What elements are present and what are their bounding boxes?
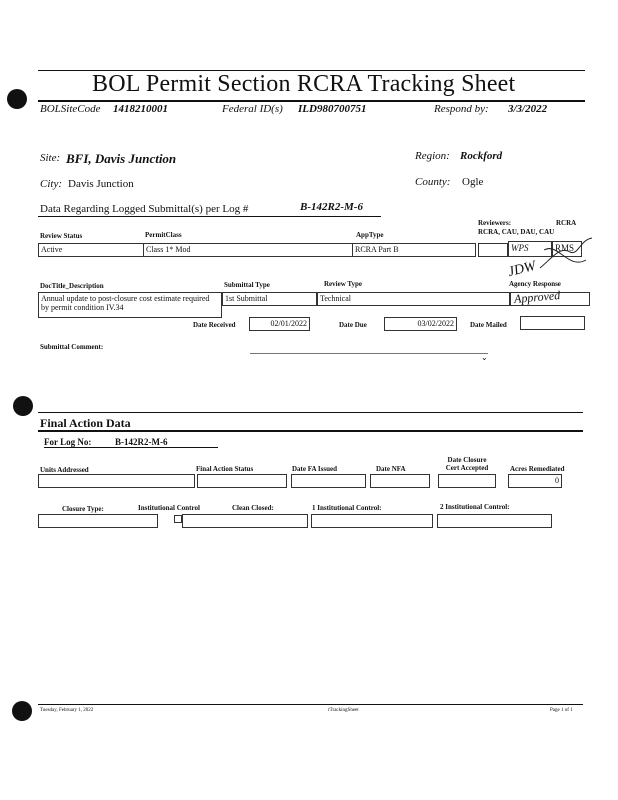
site-code-value: 1418210001 [113, 103, 168, 115]
app-type-field[interactable] [352, 243, 476, 257]
review-type-label: Review Type [324, 280, 363, 288]
submittal-heading: Data Regarding Logged Submittal(s) per Log # [40, 203, 249, 215]
reviewers-columns: RCRA, CAU, DAU, CAU [478, 228, 555, 236]
region-value: Rockford [460, 150, 503, 162]
reviewer-2-value: RMS [555, 243, 575, 253]
rcra-label: RCRA [556, 219, 577, 227]
respond-by-label: Respond by: [434, 103, 489, 115]
initials-scribble-icon [538, 230, 596, 278]
institutional-control-2-field[interactable] [437, 514, 552, 528]
page-title: BOL Permit Section RCRA Tracking Sheet [92, 71, 516, 97]
date-due-value: 03/02/2022 [417, 319, 454, 328]
submittal-type-value: 1st Submittal [225, 294, 268, 303]
submittal-log-number: B-142R2-M-6 [300, 201, 363, 213]
punch-hole-middle [13, 396, 33, 416]
reviewer-cau-field[interactable] [478, 243, 508, 257]
app-type-value: RCRA Part B [355, 245, 399, 254]
agency-response-value: Approved [513, 288, 561, 306]
footer-date: Tuesday, February 1, 2022 [40, 708, 94, 713]
acres-remediated-label: Acres Remediated [510, 465, 565, 473]
permit-class-value: Class 1* Mod [146, 245, 191, 254]
date-mailed-field[interactable] [520, 316, 585, 330]
region-label: Region: [415, 150, 450, 162]
date-fa-issued-field[interactable] [291, 474, 366, 488]
units-addressed-field[interactable] [38, 474, 195, 488]
date-fa-issued-label: Date FA Issued [292, 465, 337, 473]
for-log-rule [44, 447, 218, 448]
clean-closed-field[interactable] [182, 514, 308, 528]
review-type-field[interactable] [317, 292, 510, 306]
title-bottom-rule [38, 100, 585, 102]
reviewer-initials: JDW [506, 258, 538, 281]
permit-class-field[interactable] [143, 243, 353, 257]
date-received-label: Date Received [193, 321, 236, 329]
site-name: BFI, Davis Junction [66, 151, 177, 166]
city-label: City: [40, 178, 62, 190]
acres-remediated-value: 0 [555, 476, 559, 485]
for-log-value: B-142R2-M-6 [115, 437, 168, 447]
date-received-value: 02/01/2022 [270, 319, 307, 328]
site-code-label: BOLSiteCode [40, 103, 101, 115]
review-status-value: Active [41, 245, 63, 254]
closure-type-field[interactable] [38, 514, 158, 528]
institutional-control-1-field[interactable] [311, 514, 433, 528]
submittal-heading-rule [38, 216, 381, 217]
doc-title-label: DocTitle_Description [40, 282, 104, 290]
final-action-status-field[interactable] [197, 474, 287, 488]
punch-hole-top [7, 89, 27, 109]
units-addressed-label: Units Addressed [40, 466, 89, 474]
closure-type-label: Closure Type: [62, 505, 104, 513]
review-type-value: Technical [320, 294, 351, 303]
date-due-field[interactable] [384, 317, 457, 331]
review-status-field[interactable] [38, 243, 144, 257]
county-label: County: [415, 176, 451, 188]
city-value: Davis Junction [68, 178, 134, 190]
county-value: Ogle [462, 176, 484, 188]
final-action-status-label: Final Action Status [196, 465, 254, 473]
for-log-label: For Log No: [44, 437, 92, 447]
submittal-comment-label: Submittal Comment: [40, 343, 104, 351]
institutional-control-2-label: 2 Institutional Control: [440, 503, 510, 511]
acres-remediated-field[interactable] [508, 474, 562, 488]
permit-class-label: PermitClass [145, 231, 182, 239]
submittal-type-field[interactable] [222, 292, 317, 306]
date-nfa-field[interactable] [370, 474, 430, 488]
final-action-heading: Final Action Data [40, 416, 131, 430]
comment-checkmark-icon: ⌄ [481, 353, 488, 362]
date-received-field[interactable] [249, 317, 310, 331]
agency-response-label: Agency Response [509, 280, 561, 288]
date-nfa-label: Date NFA [376, 465, 406, 473]
date-due-label: Date Due [339, 321, 367, 329]
federal-id-value: ILD980700751 [298, 103, 367, 115]
doc-title-value: Annual update to post-closure cost estimate required by permit condition IV.34 [41, 294, 210, 313]
institutional-control-label: Institutional Control [138, 504, 200, 512]
date-mailed-label: Date Mailed [470, 321, 507, 329]
reviewer-1-value: WPS [511, 243, 529, 253]
final-action-top-rule [38, 412, 583, 413]
final-action-heading-rule [38, 430, 583, 432]
closure-cert-label: Date Closure Cert Accepted [445, 456, 489, 472]
review-status-label: Review Status [40, 232, 83, 240]
institutional-control-checkbox[interactable] [174, 515, 182, 523]
punch-hole-bottom [12, 701, 32, 721]
reviewers-label: Reviewers: [478, 219, 512, 227]
footer-report-name: rTrackingSheet [328, 708, 359, 713]
clean-closed-label: Clean Closed: [232, 504, 274, 512]
submittal-type-label: Submittal Type [224, 281, 270, 289]
institutional-control-1-label: 1 Institutional Control: [312, 504, 382, 512]
footer-rule [38, 704, 583, 705]
doc-title-field[interactable] [38, 292, 222, 318]
federal-id-label: Federal ID(s) [222, 103, 283, 115]
respond-by-value: 3/3/2022 [508, 103, 548, 115]
site-label: Site: [40, 152, 61, 164]
comment-underline [250, 353, 488, 354]
app-type-label: AppType [356, 231, 384, 239]
footer-page-number: Page 1 of 1 [550, 708, 573, 713]
closure-cert-field[interactable] [438, 474, 496, 488]
